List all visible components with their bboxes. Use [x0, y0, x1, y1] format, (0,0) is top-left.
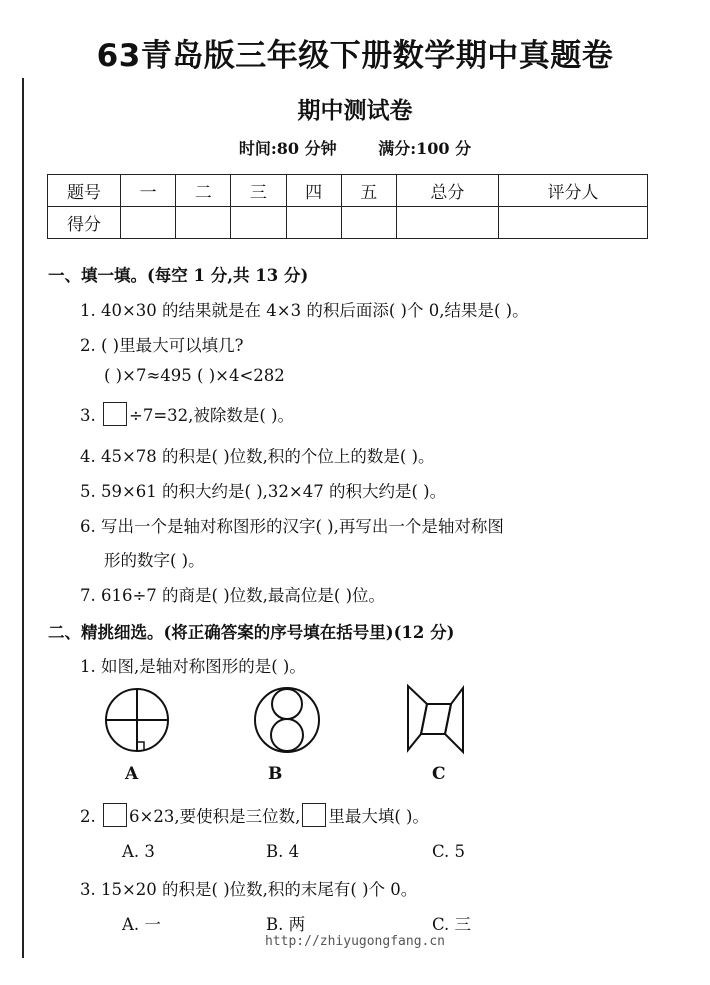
- score-cell: [286, 207, 341, 239]
- option-2-2-c: C. 5: [432, 842, 466, 861]
- score-table-header-cell: 四: [286, 175, 341, 207]
- score-table-header-cell: 一: [121, 175, 176, 207]
- option-2-3-a: A. 一: [122, 915, 161, 934]
- question-1-2-blanks: ( )×7≈495 ( )×4<282: [104, 366, 285, 385]
- score-cell: [121, 207, 176, 239]
- full-score: 满分:100 分: [378, 139, 472, 158]
- figure-label-c: C: [432, 764, 446, 784]
- footer-watermark-url: http://zhiyugongfang.cn: [264, 934, 445, 949]
- figure-label-b: B: [268, 764, 283, 784]
- score-table-header-cell: 题号: [48, 175, 121, 207]
- exam-meta: [0, 136, 710, 159]
- score-cell: [176, 207, 231, 239]
- score-cell: [498, 207, 647, 239]
- question-1-5: 5. 59×61 的积大约是( ),32×47 的积大约是( )。: [80, 482, 447, 501]
- section2-heading: 二、精挑细选。(将正确答案的序号填在括号里)(12 分): [48, 623, 455, 642]
- question-2-1: 1. 如图,是轴对称图形的是( )。: [80, 657, 306, 676]
- question-2-2: [80, 803, 429, 827]
- score-row-label: 得分: [48, 207, 121, 239]
- time-limit: 时间:80 分钟: [238, 139, 337, 158]
- question-number: 2.: [80, 807, 96, 826]
- score-cell: [341, 207, 396, 239]
- figure-label-a: A: [125, 764, 139, 784]
- question-1-2: 2. ( )里最大可以填几?: [80, 336, 244, 355]
- question-2-2-tail: 里最大填( )。: [328, 807, 429, 826]
- figure-c-bowtie: [405, 684, 469, 756]
- option-2-2-b: B. 4: [266, 842, 300, 861]
- section1-heading: 一、填一填。(每空 1 分,共 13 分): [48, 266, 309, 285]
- figure-a-circle-quarters: [102, 684, 172, 756]
- binding-margin-line: [22, 78, 24, 958]
- score-table: [47, 174, 648, 239]
- score-table-score-row: [48, 207, 648, 239]
- question-1-3-text: ÷7=32,被除数是( )。: [129, 406, 295, 425]
- score-table-header-row: [48, 175, 648, 207]
- blank-box: [103, 402, 127, 426]
- score-table-header-cell: 三: [231, 175, 286, 207]
- blank-box: [103, 803, 127, 827]
- score-table-header-cell: 总分: [396, 175, 498, 207]
- question-1-4: 4. 45×78 的积是( )位数,积的个位上的数是( )。: [80, 447, 435, 466]
- score-table-header-cell: 二: [176, 175, 231, 207]
- document-title: 63青岛版三年级下册数学期中真题卷: [96, 38, 614, 74]
- question-1-7: 7. 616÷7 的商是( )位数,最高位是( )位。: [80, 586, 386, 605]
- score-cell: [396, 207, 498, 239]
- question-1-1: 1. 40×30 的结果就是在 4×3 的积后面添( )个 0,结果是( )。: [80, 301, 529, 320]
- blank-box: [302, 803, 326, 827]
- question-1-6-cont: 形的数字( )。: [104, 551, 205, 570]
- figure-b-circle-eight: [252, 684, 322, 756]
- score-table-header-cell: 五: [341, 175, 396, 207]
- score-cell: [231, 207, 286, 239]
- option-2-2-a: A. 3: [122, 842, 155, 861]
- option-2-3-c: C. 三: [432, 915, 472, 934]
- score-table-header-cell: 评分人: [498, 175, 647, 207]
- option-2-3-b: B. 两: [266, 915, 306, 934]
- question-number: 3.: [80, 406, 96, 425]
- question-1-3: [80, 402, 294, 426]
- question-1-6: 6. 写出一个是轴对称图形的汉字( ),再写出一个是轴对称图: [80, 517, 504, 536]
- question-2-3: 3. 15×20 的积是( )位数,积的末尾有( )个 0。: [80, 880, 418, 899]
- question-2-2-mid: 6×23,要使积是三位数,: [129, 807, 301, 826]
- exam-subtitle: 期中测试卷: [297, 97, 413, 124]
